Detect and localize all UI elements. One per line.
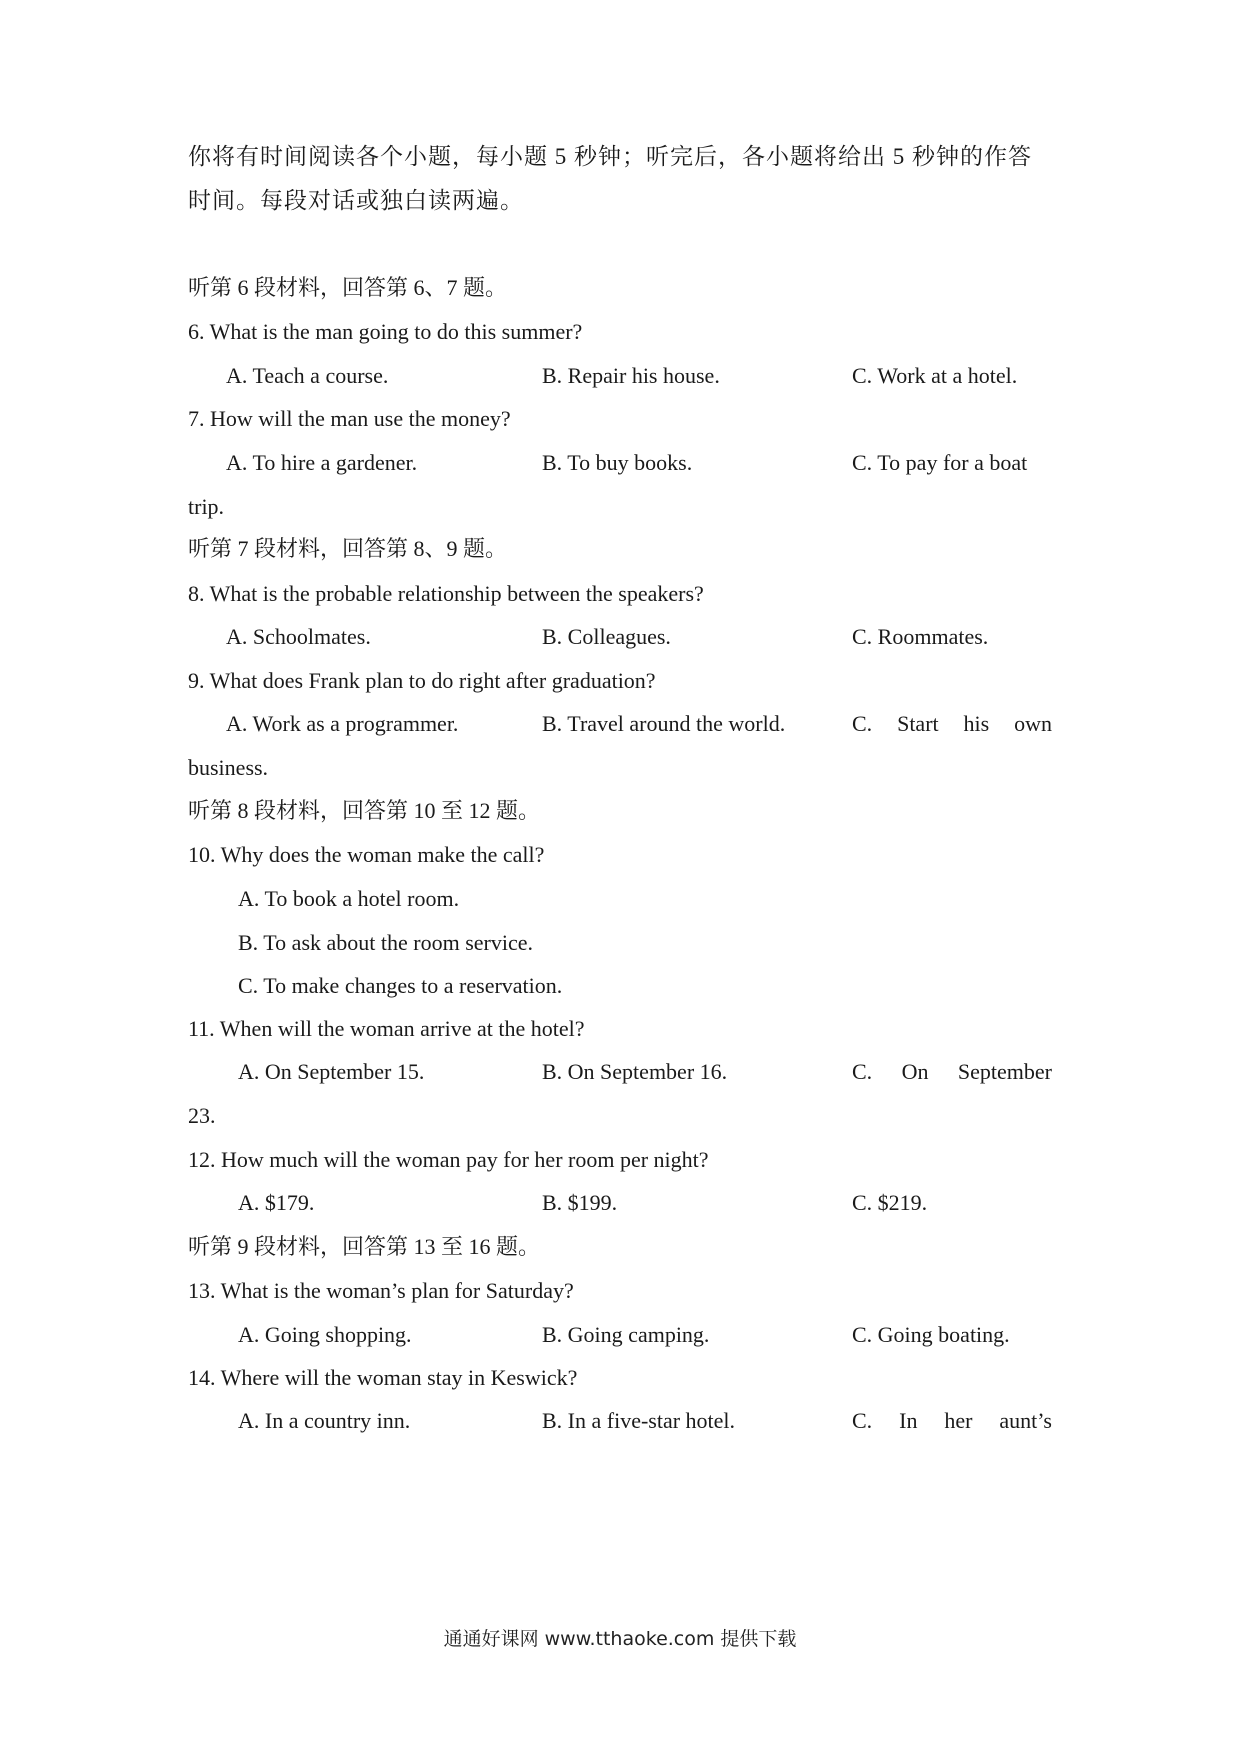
option-8-c: C. Roommates. [852,624,989,649]
question-8: 8. What is the probable relationship between the speakers? [188,581,704,606]
option-13-c: C. Going boating. [852,1322,1010,1347]
option-9-c-letter: C. [852,711,873,736]
intro-line-1: 你将有时间阅读各个小题，每小题 5 秒钟；听完后，各小题将给出 5 秒钟的作答 [188,144,1032,169]
option-11-c [852,1058,1052,1086]
option-13-b: B. Going camping. [542,1322,710,1347]
question-13: 13. What is the woman’s plan for Saturday? [188,1278,574,1303]
option-9-c-word-2: his [963,711,990,736]
intro-line-2: 时间。每段对话或独白读两遍。 [188,188,524,213]
option-10-b: B. To ask about the room service. [238,930,533,955]
option-11-a: A. On September 15. [238,1059,425,1084]
section-heading-6: 听第 6 段材料，回答第 6、7 题。 [188,275,508,300]
option-14-c-word-1: In [899,1408,918,1433]
option-7-b: B. To buy books. [542,450,693,475]
option-8-b: B. Colleagues. [542,624,671,649]
option-14-a: A. In a country inn. [238,1408,411,1433]
option-11-c-continuation: 23. [188,1103,216,1128]
question-6: 6. What is the man going to do this summer? [188,319,583,344]
option-14-c [852,1407,1052,1435]
page-footer-watermark: 通通好课网 www.tthaoke.com 提供下载 [443,1628,797,1650]
section-heading-8: 听第 8 段材料，回答第 10 至 12 题。 [188,798,541,823]
option-10-c: C. To make changes to a reservation. [238,973,563,998]
question-12: 12. How much will the woman pay for her room per night? [188,1147,709,1172]
option-6-c: C. Work at a hotel. [852,363,1018,388]
question-11: 11. When will the woman arrive at the hotel? [188,1016,585,1041]
option-12-c: C. $219. [852,1190,928,1215]
option-14-b: B. In a five-star hotel. [542,1408,736,1433]
option-10-a: A. To book a hotel room. [238,886,460,911]
option-11-c-word-2: September [957,1059,1052,1084]
option-7-c-continuation: trip. [188,494,225,519]
section-heading-7: 听第 7 段材料，回答第 8、9 题。 [188,536,508,561]
option-11-b: B. On September 16. [542,1059,728,1084]
option-9-a: A. Work as a programmer. [226,711,459,736]
option-12-a: A. $179. [238,1190,315,1215]
option-9-b: B. Travel around the world. [542,711,786,736]
question-7: 7. How will the man use the money? [188,406,511,431]
option-11-c-letter: C. [852,1059,873,1084]
option-6-a: A. Teach a course. [226,363,389,388]
option-7-a: A. To hire a gardener. [226,450,418,475]
option-13-a: A. Going shopping. [238,1322,412,1347]
option-12-b: B. $199. [542,1190,618,1215]
option-8-a: A. Schoolmates. [226,624,371,649]
question-10: 10. Why does the woman make the call? [188,842,545,867]
option-9-c-continuation: business. [188,755,269,780]
option-9-c [852,710,1052,738]
question-9: 9. What does Frank plan to do right after graduation? [188,668,656,693]
option-7-c: C. To pay for a boat [852,450,1028,475]
option-14-c-word-3: aunt’s [999,1408,1052,1433]
option-6-b: B. Repair his house. [542,363,720,388]
section-heading-9: 听第 9 段材料，回答第 13 至 16 题。 [188,1234,541,1259]
option-14-c-letter: C. [852,1408,873,1433]
option-9-c-word-1: Start [897,711,939,736]
question-14: 14. Where will the woman stay in Keswick? [188,1365,578,1390]
option-14-c-word-2: her [944,1408,973,1433]
option-9-c-word-3: own [1014,711,1052,736]
option-11-c-word-1: On [901,1059,929,1084]
